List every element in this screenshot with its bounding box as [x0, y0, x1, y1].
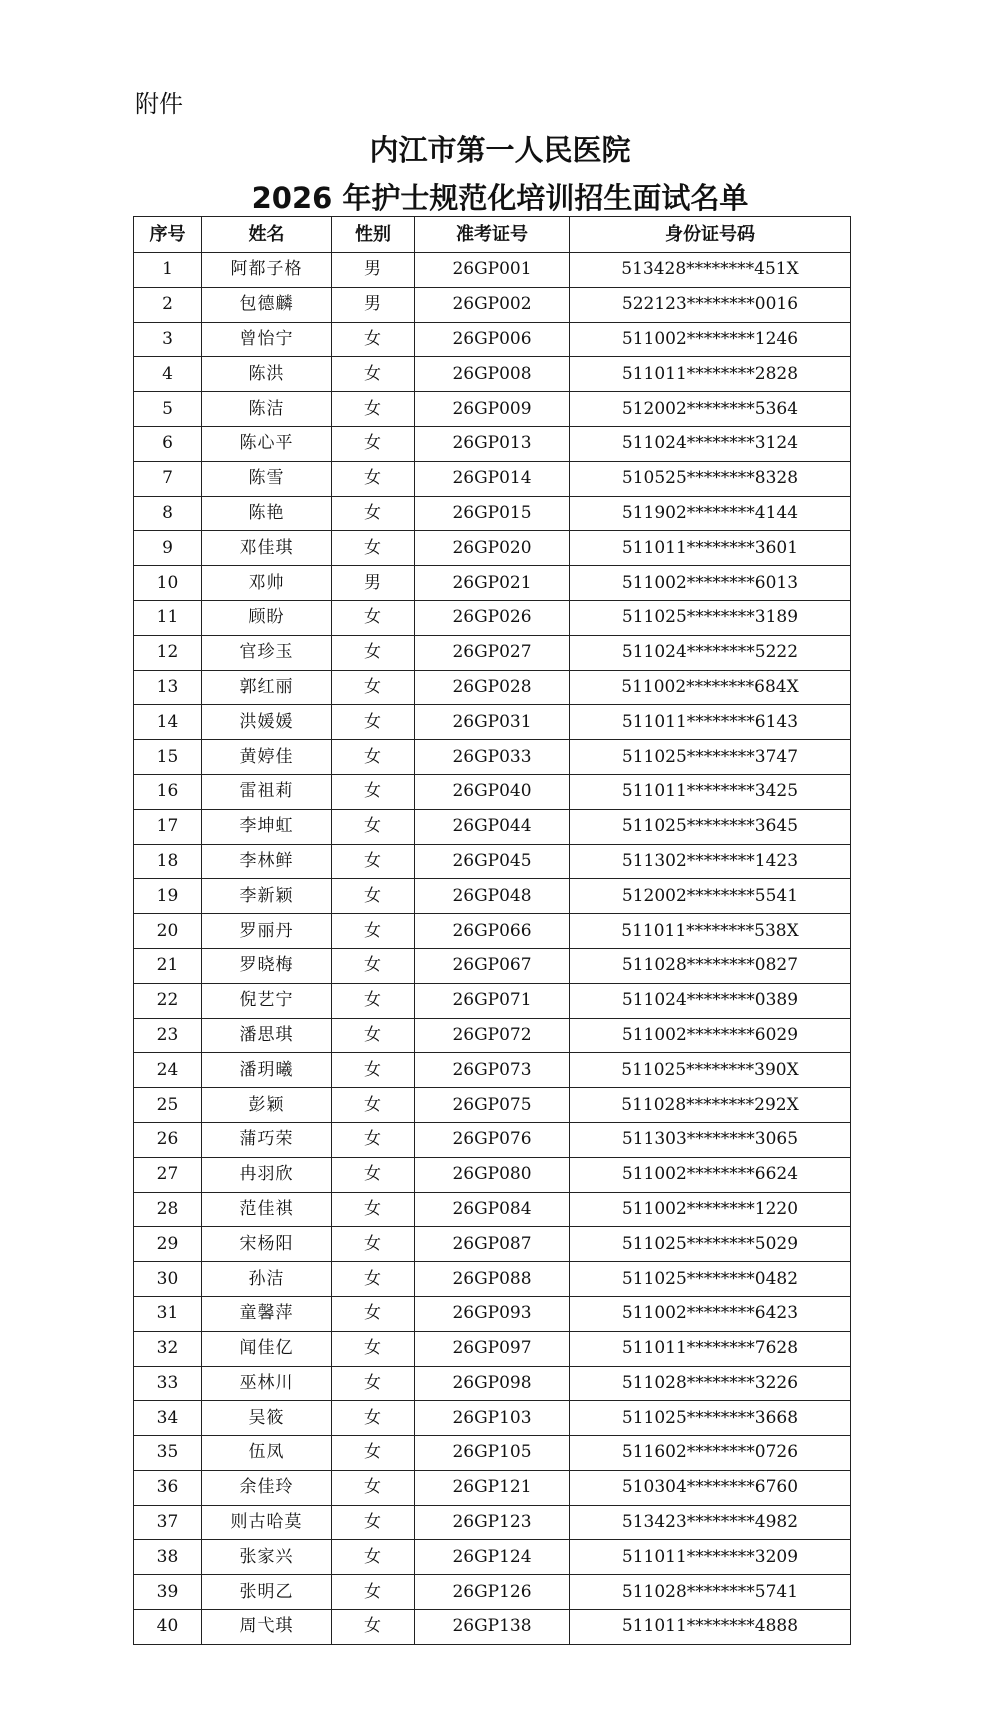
cell-seq: 28: [134, 1192, 202, 1227]
table-header-row: [134, 217, 851, 253]
table-row: [134, 496, 851, 531]
table-row: [134, 1331, 851, 1366]
cell-id-number: 511028********292X: [570, 1088, 851, 1123]
table-row: [134, 1122, 851, 1157]
cell-id-number: 511011********538X: [570, 914, 851, 949]
cell-seq: 21: [134, 948, 202, 983]
cell-exam-id: 26GP040: [415, 774, 570, 809]
cell-exam-id: 26GP031: [415, 705, 570, 740]
table-row: [134, 1053, 851, 1088]
cell-seq: 33: [134, 1366, 202, 1401]
cell-seq: 30: [134, 1262, 202, 1297]
cell-seq: 10: [134, 566, 202, 601]
cell-gender: 女: [332, 1540, 415, 1575]
cell-gender: 女: [332, 1505, 415, 1540]
cell-id-number: 511011********3425: [570, 774, 851, 809]
cell-exam-id: 26GP126: [415, 1575, 570, 1610]
cell-exam-id: 26GP103: [415, 1401, 570, 1436]
cell-seq: 16: [134, 774, 202, 809]
cell-name: 余佳玲: [202, 1470, 332, 1505]
table-row: [134, 1470, 851, 1505]
cell-exam-id: 26GP013: [415, 426, 570, 461]
cell-name: 吴筱: [202, 1401, 332, 1436]
table-row: [134, 461, 851, 496]
table-row: [134, 1088, 851, 1123]
cell-gender: 男: [332, 287, 415, 322]
cell-exam-id: 26GP006: [415, 322, 570, 357]
table-row: [134, 426, 851, 461]
cell-exam-id: 26GP084: [415, 1192, 570, 1227]
cell-exam-id: 26GP020: [415, 531, 570, 566]
table-row: [134, 357, 851, 392]
cell-gender: 女: [332, 531, 415, 566]
table-row: [134, 705, 851, 740]
cell-exam-id: 26GP001: [415, 253, 570, 288]
cell-name: 官珍玉: [202, 635, 332, 670]
table-row: [134, 322, 851, 357]
table-row: [134, 1018, 851, 1053]
cell-id-number: 511025********3747: [570, 740, 851, 775]
table-row: [134, 670, 851, 705]
cell-gender: 女: [332, 1018, 415, 1053]
table-row: [134, 1436, 851, 1471]
cell-id-number: 511002********6029: [570, 1018, 851, 1053]
cell-exam-id: 26GP123: [415, 1505, 570, 1540]
cell-gender: 女: [332, 1366, 415, 1401]
cell-gender: 女: [332, 1192, 415, 1227]
cell-name: 黄婷佳: [202, 740, 332, 775]
cell-exam-id: 26GP008: [415, 357, 570, 392]
cell-seq: 11: [134, 600, 202, 635]
table-row: [134, 1575, 851, 1610]
cell-seq: 7: [134, 461, 202, 496]
cell-exam-id: 26GP073: [415, 1053, 570, 1088]
cell-id-number: 511002********1220: [570, 1192, 851, 1227]
table-row: [134, 392, 851, 427]
cell-name: 罗晓梅: [202, 948, 332, 983]
cell-seq: 22: [134, 983, 202, 1018]
cell-name: 李林鲜: [202, 844, 332, 879]
cell-name: 阿都子格: [202, 253, 332, 288]
cell-gender: 女: [332, 705, 415, 740]
cell-gender: 女: [332, 914, 415, 949]
cell-exam-id: 26GP097: [415, 1331, 570, 1366]
cell-gender: 女: [332, 1122, 415, 1157]
table-row: [134, 287, 851, 322]
cell-seq: 31: [134, 1296, 202, 1331]
cell-exam-id: 26GP138: [415, 1610, 570, 1645]
header-id-number: 身份证号码: [570, 217, 851, 253]
cell-name: 潘玥曦: [202, 1053, 332, 1088]
cell-exam-id: 26GP026: [415, 600, 570, 635]
cell-seq: 39: [134, 1575, 202, 1610]
cell-id-number: 511024********3124: [570, 426, 851, 461]
cell-gender: 女: [332, 600, 415, 635]
cell-seq: 20: [134, 914, 202, 949]
cell-exam-id: 26GP076: [415, 1122, 570, 1157]
table-row: [134, 879, 851, 914]
cell-id-number: 511025********5029: [570, 1227, 851, 1262]
cell-seq: 14: [134, 705, 202, 740]
cell-gender: 男: [332, 566, 415, 601]
cell-id-number: 511028********0827: [570, 948, 851, 983]
table-row: [134, 774, 851, 809]
cell-id-number: 513428********451X: [570, 253, 851, 288]
cell-name: 包德麟: [202, 287, 332, 322]
cell-id-number: 511025********0482: [570, 1262, 851, 1297]
cell-seq: 4: [134, 357, 202, 392]
cell-exam-id: 26GP044: [415, 809, 570, 844]
cell-exam-id: 26GP087: [415, 1227, 570, 1262]
cell-id-number: 511011********4888: [570, 1610, 851, 1645]
cell-exam-id: 26GP098: [415, 1366, 570, 1401]
cell-seq: 13: [134, 670, 202, 705]
table-row: [134, 914, 851, 949]
table-row: [134, 1192, 851, 1227]
cell-seq: 3: [134, 322, 202, 357]
table-row: [134, 566, 851, 601]
cell-name: 罗丽丹: [202, 914, 332, 949]
cell-name: 闻佳亿: [202, 1331, 332, 1366]
cell-id-number: 511011********7628: [570, 1331, 851, 1366]
cell-gender: 女: [332, 844, 415, 879]
cell-name: 陈艳: [202, 496, 332, 531]
cell-gender: 女: [332, 1088, 415, 1123]
cell-seq: 36: [134, 1470, 202, 1505]
cell-name: 童馨萍: [202, 1296, 332, 1331]
cell-seq: 26: [134, 1122, 202, 1157]
cell-name: 李坤虹: [202, 809, 332, 844]
cell-seq: 34: [134, 1401, 202, 1436]
cell-gender: 女: [332, 879, 415, 914]
cell-id-number: 511025********3668: [570, 1401, 851, 1436]
cell-seq: 19: [134, 879, 202, 914]
cell-name: 巫林川: [202, 1366, 332, 1401]
cell-gender: 女: [332, 1296, 415, 1331]
cell-id-number: 511002********6624: [570, 1157, 851, 1192]
table-row: [134, 1227, 851, 1262]
table-row: [134, 1262, 851, 1297]
table-row: [134, 1296, 851, 1331]
table-row: [134, 844, 851, 879]
cell-gender: 女: [332, 496, 415, 531]
cell-exam-id: 26GP015: [415, 496, 570, 531]
cell-id-number: 511024********5222: [570, 635, 851, 670]
cell-id-number: 512002********5541: [570, 879, 851, 914]
cell-gender: 女: [332, 426, 415, 461]
cell-name: 雷祖莉: [202, 774, 332, 809]
attachment-label: 附件: [135, 90, 183, 118]
cell-name: 孙洁: [202, 1262, 332, 1297]
cell-exam-id: 26GP021: [415, 566, 570, 601]
cell-id-number: 511025********3645: [570, 809, 851, 844]
cell-gender: 女: [332, 1331, 415, 1366]
cell-gender: 女: [332, 1610, 415, 1645]
table-row: [134, 1401, 851, 1436]
candidate-table: [133, 216, 851, 1645]
cell-gender: 女: [332, 1401, 415, 1436]
cell-exam-id: 26GP002: [415, 287, 570, 322]
cell-exam-id: 26GP124: [415, 1540, 570, 1575]
cell-id-number: 511902********4144: [570, 496, 851, 531]
cell-exam-id: 26GP071: [415, 983, 570, 1018]
cell-id-number: 511002********1246: [570, 322, 851, 357]
table-row: [134, 948, 851, 983]
table-row: [134, 1157, 851, 1192]
cell-name: 洪媛媛: [202, 705, 332, 740]
table-row: [134, 531, 851, 566]
table-row: [134, 600, 851, 635]
cell-gender: 女: [332, 740, 415, 775]
cell-seq: 25: [134, 1088, 202, 1123]
cell-seq: 2: [134, 287, 202, 322]
cell-name: 张家兴: [202, 1540, 332, 1575]
cell-gender: 女: [332, 1262, 415, 1297]
table-row: [134, 740, 851, 775]
header-exam-id: 准考证号: [415, 217, 570, 253]
cell-gender: 女: [332, 983, 415, 1018]
cell-exam-id: 26GP067: [415, 948, 570, 983]
table-row: [134, 809, 851, 844]
table-row: [134, 1610, 851, 1645]
cell-name: 陈雪: [202, 461, 332, 496]
cell-id-number: 510304********6760: [570, 1470, 851, 1505]
cell-name: 李新颖: [202, 879, 332, 914]
cell-id-number: 511002********684X: [570, 670, 851, 705]
table-row: [134, 1540, 851, 1575]
cell-gender: 女: [332, 1470, 415, 1505]
cell-gender: 女: [332, 635, 415, 670]
cell-seq: 6: [134, 426, 202, 461]
cell-exam-id: 26GP093: [415, 1296, 570, 1331]
cell-name: 陈心平: [202, 426, 332, 461]
cell-name: 陈洁: [202, 392, 332, 427]
cell-id-number: 511011********3209: [570, 1540, 851, 1575]
cell-id-number: 511002********6013: [570, 566, 851, 601]
document-title: 内江市第一人民医院: [369, 133, 631, 167]
cell-name: 倪艺宁: [202, 983, 332, 1018]
cell-exam-id: 26GP009: [415, 392, 570, 427]
cell-exam-id: 26GP080: [415, 1157, 570, 1192]
cell-seq: 18: [134, 844, 202, 879]
cell-exam-id: 26GP066: [415, 914, 570, 949]
cell-name: 伍凤: [202, 1436, 332, 1471]
cell-seq: 35: [134, 1436, 202, 1471]
cell-name: 郭红丽: [202, 670, 332, 705]
cell-id-number: 511024********0389: [570, 983, 851, 1018]
cell-seq: 24: [134, 1053, 202, 1088]
header-seq: 序号: [134, 217, 202, 253]
cell-id-number: 511303********3065: [570, 1122, 851, 1157]
cell-seq: 37: [134, 1505, 202, 1540]
cell-gender: 女: [332, 461, 415, 496]
table-row: [134, 635, 851, 670]
cell-exam-id: 26GP033: [415, 740, 570, 775]
cell-seq: 12: [134, 635, 202, 670]
cell-gender: 女: [332, 948, 415, 983]
cell-gender: 女: [332, 1053, 415, 1088]
cell-exam-id: 26GP075: [415, 1088, 570, 1123]
cell-gender: 男: [332, 253, 415, 288]
cell-gender: 女: [332, 1227, 415, 1262]
cell-seq: 15: [134, 740, 202, 775]
cell-seq: 17: [134, 809, 202, 844]
cell-id-number: 511011********3601: [570, 531, 851, 566]
cell-name: 彭颖: [202, 1088, 332, 1123]
cell-exam-id: 26GP048: [415, 879, 570, 914]
cell-gender: 女: [332, 1436, 415, 1471]
cell-exam-id: 26GP028: [415, 670, 570, 705]
cell-seq: 27: [134, 1157, 202, 1192]
cell-exam-id: 26GP014: [415, 461, 570, 496]
cell-name: 曾怡宁: [202, 322, 332, 357]
table-row: [134, 1505, 851, 1540]
cell-name: 顾盼: [202, 600, 332, 635]
cell-id-number: 511025********3189: [570, 600, 851, 635]
cell-name: 邓帅: [202, 566, 332, 601]
cell-seq: 5: [134, 392, 202, 427]
table-row: [134, 253, 851, 288]
cell-name: 蒲巧荣: [202, 1122, 332, 1157]
cell-seq: 32: [134, 1331, 202, 1366]
cell-name: 范佳祺: [202, 1192, 332, 1227]
cell-id-number: 511302********1423: [570, 844, 851, 879]
cell-seq: 38: [134, 1540, 202, 1575]
cell-name: 邓佳琪: [202, 531, 332, 566]
cell-exam-id: 26GP121: [415, 1470, 570, 1505]
cell-exam-id: 26GP088: [415, 1262, 570, 1297]
cell-id-number: 513423********4982: [570, 1505, 851, 1540]
cell-seq: 9: [134, 531, 202, 566]
cell-gender: 女: [332, 322, 415, 357]
cell-id-number: 511025********390X: [570, 1053, 851, 1088]
cell-id-number: 510525********8328: [570, 461, 851, 496]
cell-id-number: 511028********3226: [570, 1366, 851, 1401]
cell-gender: 女: [332, 809, 415, 844]
cell-seq: 29: [134, 1227, 202, 1262]
cell-gender: 女: [332, 774, 415, 809]
cell-exam-id: 26GP027: [415, 635, 570, 670]
cell-gender: 女: [332, 1575, 415, 1610]
cell-id-number: 522123********0016: [570, 287, 851, 322]
header-name: 姓名: [202, 217, 332, 253]
cell-id-number: 511002********6423: [570, 1296, 851, 1331]
cell-gender: 女: [332, 670, 415, 705]
cell-exam-id: 26GP105: [415, 1436, 570, 1471]
cell-seq: 1: [134, 253, 202, 288]
document-subtitle: 2026 年护士规范化培训招生面试名单: [251, 181, 749, 215]
cell-id-number: 511011********2828: [570, 357, 851, 392]
cell-gender: 女: [332, 392, 415, 427]
cell-exam-id: 26GP045: [415, 844, 570, 879]
table-row: [134, 983, 851, 1018]
cell-name: 陈洪: [202, 357, 332, 392]
cell-name: 则古哈莫: [202, 1505, 332, 1540]
cell-name: 冉羽欣: [202, 1157, 332, 1192]
cell-seq: 40: [134, 1610, 202, 1645]
cell-name: 潘思琪: [202, 1018, 332, 1053]
cell-id-number: 512002********5364: [570, 392, 851, 427]
cell-id-number: 511602********0726: [570, 1436, 851, 1471]
cell-id-number: 511028********5741: [570, 1575, 851, 1610]
cell-gender: 女: [332, 1157, 415, 1192]
cell-gender: 女: [332, 357, 415, 392]
cell-seq: 8: [134, 496, 202, 531]
cell-seq: 23: [134, 1018, 202, 1053]
cell-name: 宋杨阳: [202, 1227, 332, 1262]
header-gender: 性别: [332, 217, 415, 253]
cell-name: 周弋琪: [202, 1610, 332, 1645]
cell-name: 张明乙: [202, 1575, 332, 1610]
cell-exam-id: 26GP072: [415, 1018, 570, 1053]
table-row: [134, 1366, 851, 1401]
cell-id-number: 511011********6143: [570, 705, 851, 740]
